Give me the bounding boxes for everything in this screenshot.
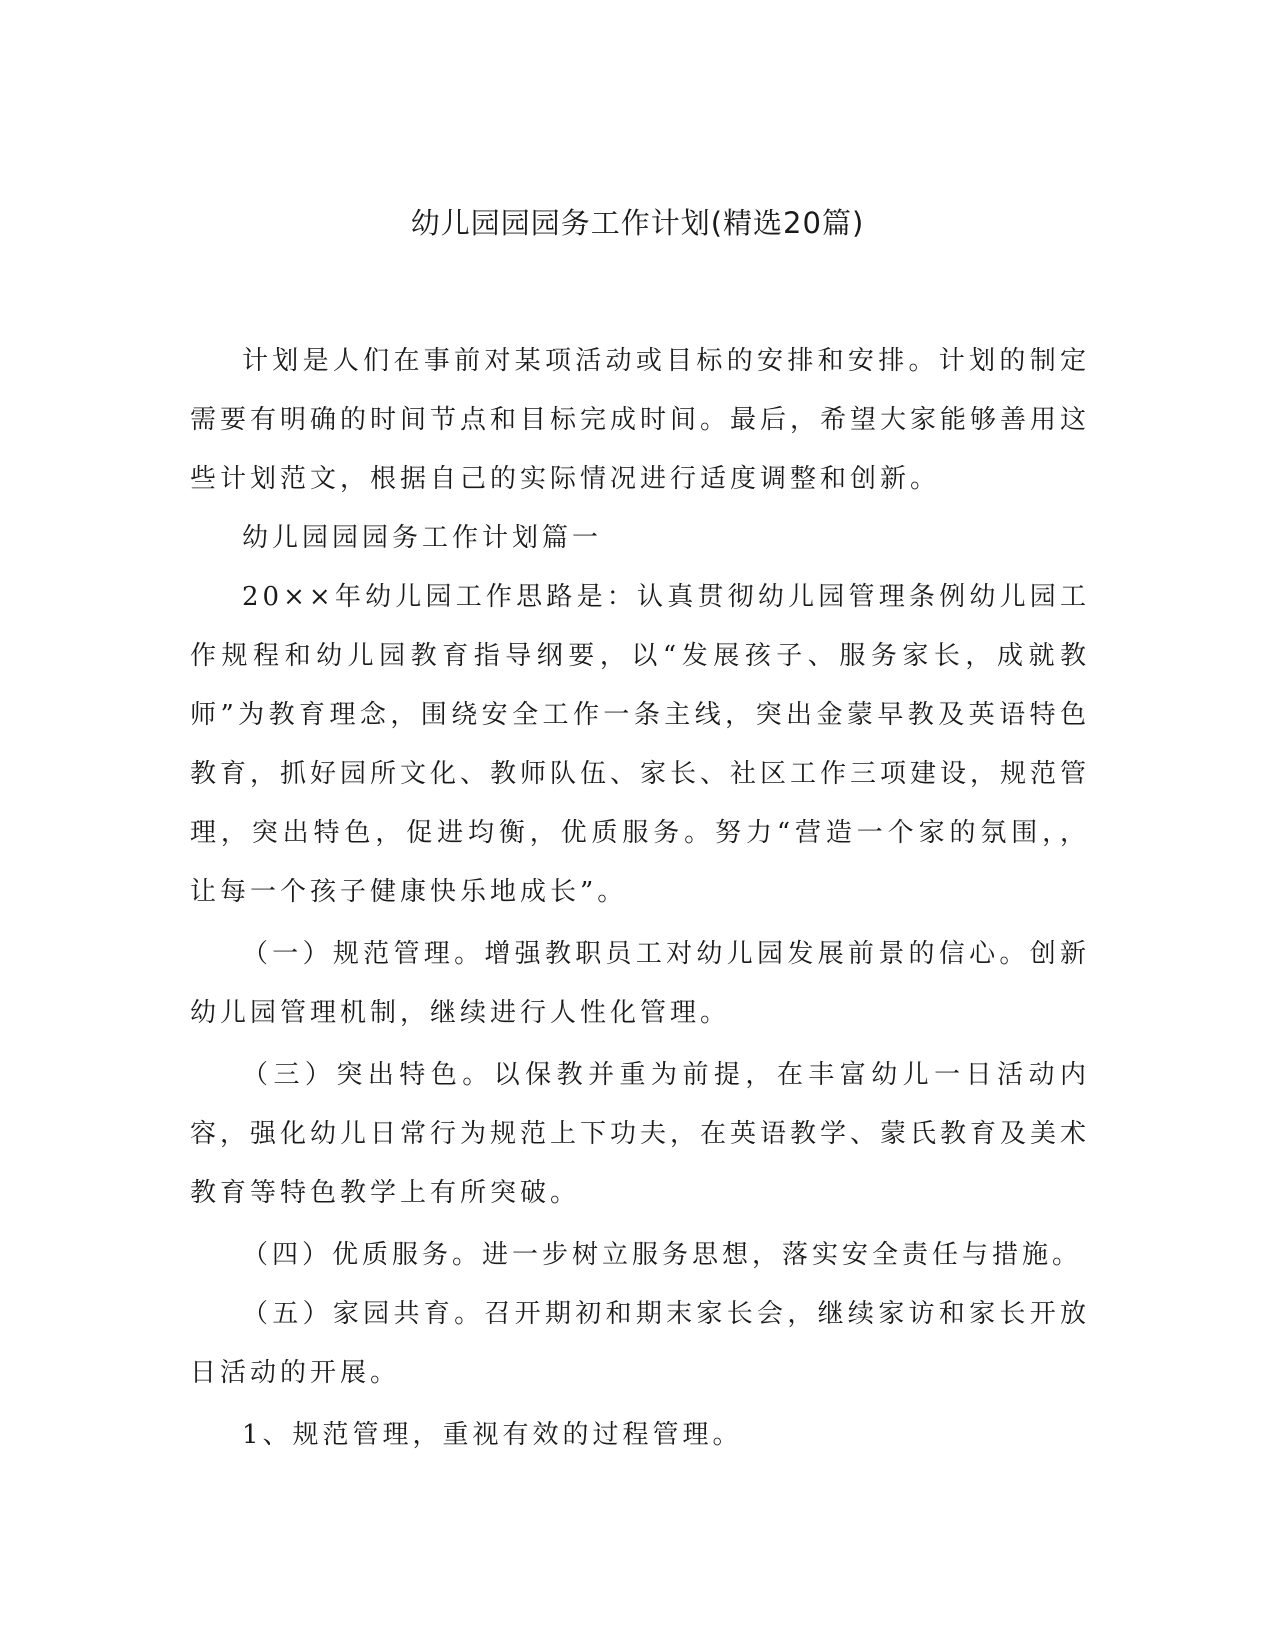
paragraph-intro: 计划是人们在事前对某项活动或目标的安排和安排。计划的制定需要有明确的时间节点和目标完成时间。最后，希望大家能够善用这些计划范文，根据自己的实际情况进行适度调整和创新。 xyxy=(190,346,1091,494)
paragraph-numbered-1: 1、规范管理，重视有效的过程管理。 xyxy=(242,1420,743,1450)
paragraph-item-1: （一）规范管理。增强教职员工对幼儿园发展前景的信心。创新幼儿园管理机制，继续进行人性化管理。 xyxy=(190,939,1090,1028)
paragraph-item-4: （四）优质服务。进一步树立服务思想，落实安全责任与措施。 xyxy=(242,1240,1083,1270)
document-body xyxy=(190,332,1090,1465)
paragraph-item-5: （五）家园共育。召开期初和期末家长会，继续家访和家长开放日活动的开展。 xyxy=(190,1299,1090,1388)
section-heading: 幼儿园园园务工作计划篇一 xyxy=(242,523,603,553)
paragraph-item-3: （三）突出特色。以保教并重为前提，在丰富幼儿一日活动内容，强化幼儿日常行为规范上下功夫，在英语教学、蒙氏教育及美术教育等特色教学上有所突破。 xyxy=(190,1060,1091,1208)
paragraph-work-approach: 20××年幼儿园工作思路是：认真贯彻幼儿园管理条例幼儿园工作规程和幼儿园教育指导纲要，以“发展孩子、服务家长，成就教师”为教育理念，围绕安全工作一条主线，突出金蒙早教及英语特色教育，抓好园所文化、教师队伍、家长、社区工作三项建设，规范管理，突出特色，促进均衡，优质服务。努力“营造一个家的氛围，，让每一个孩子健康快乐地成长”。 xyxy=(190,582,1091,907)
document-title: 幼儿园园园务工作计划(精选20篇) xyxy=(410,206,865,240)
